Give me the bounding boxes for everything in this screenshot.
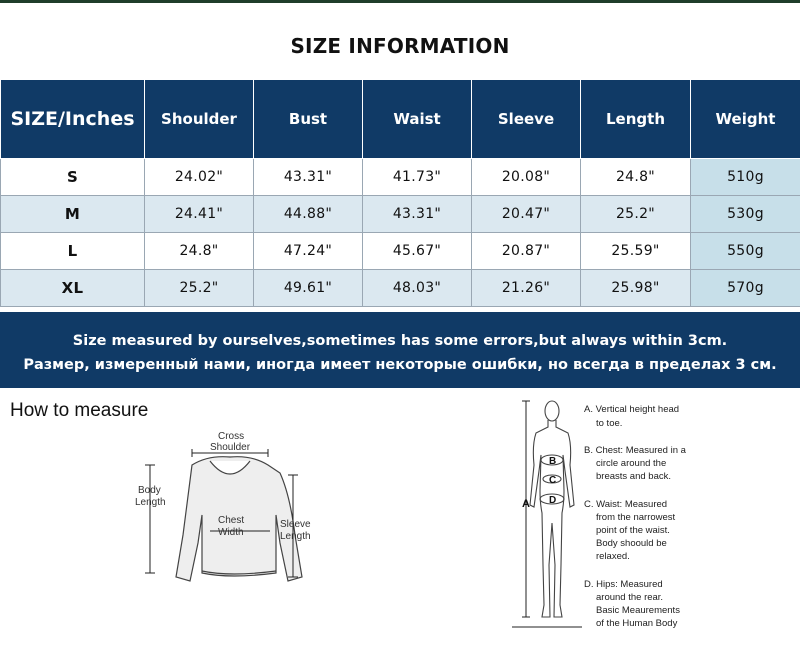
label-chest: Chest [218,515,245,526]
note-d-line2: around the rear. [596,592,664,603]
note-a-line2: to toe. [596,418,623,429]
cell-bust: 47.24" [254,233,363,270]
note-b-line2: circle around the [596,458,667,469]
how-to-measure-heading: How to measure [10,400,149,421]
label-sleeve: Sleeve [280,519,311,530]
cell-waist: 41.73" [363,159,472,196]
cell-waist: 48.03" [363,270,472,307]
cell-sleeve: 20.47" [472,196,581,233]
cell-size: XL [1,270,145,307]
sweater-measure-diagram [130,425,330,595]
top-border [0,0,800,3]
cell-waist: 45.67" [363,233,472,270]
cell-shoulder: 25.2" [145,270,254,307]
cell-length: 25.2" [581,196,691,233]
cell-shoulder: 24.41" [145,196,254,233]
note-footer-line2: of the Human Body [596,618,678,629]
cell-size: M [1,196,145,233]
cell-weight: 570g [691,270,800,307]
cell-weight: 550g [691,233,800,270]
note-b-line3: breasts and back. [596,471,671,482]
cell-bust: 44.88" [254,196,363,233]
note-c-line1: C. Waist: Measured [584,499,668,510]
table-row [1,159,800,196]
table-header-row [1,80,800,159]
human-body-icon [530,401,574,617]
note-c-line3: point of the waist. [596,525,670,536]
cell-sleeve: 20.87" [472,233,581,270]
letter-c: C [549,475,557,486]
label-body: Body [138,485,161,496]
page-title: SIZE INFORMATION [290,34,510,58]
body-measure-diagram [512,395,582,637]
cell-length: 25.59" [581,233,691,270]
header-length: Length [581,80,691,159]
cell-weight: 510g [691,159,800,196]
cell-length: 24.8" [581,159,691,196]
cell-weight: 530g [691,196,800,233]
cell-size: S [1,159,145,196]
note-c-line5: relaxed. [596,551,630,562]
letter-d: D [549,495,557,506]
note-footer-line1: Basic Meaurements [596,605,680,616]
header-shoulder: Shoulder [145,80,254,159]
label-shoulder: Shoulder [210,442,251,453]
header-weight: Weight [691,80,800,159]
size-table [0,79,800,307]
header-sleeve: Sleeve [472,80,581,159]
cell-sleeve: 21.26" [472,270,581,307]
letter-b: B [549,456,557,467]
header-bust: Bust [254,80,363,159]
note-a-line1: A. Vertical height head [584,404,680,415]
cell-size: L [1,233,145,270]
cell-bust: 43.31" [254,159,363,196]
cell-length: 25.98" [581,270,691,307]
cell-shoulder: 24.02" [145,159,254,196]
label-body-length: Length [135,497,166,508]
note-d-line1: D. Hips: Measured [584,579,663,590]
measurement-notice [0,312,800,388]
body-measure-notes [582,400,702,635]
table-row [1,233,800,270]
cell-bust: 49.61" [254,270,363,307]
table-row [1,270,800,307]
note-b-line1: B. Chest: Measured in a [584,445,686,456]
header-waist: Waist [363,80,472,159]
letter-a: A [522,498,530,510]
notice-english: Size measured by ourselves,sometimes has some errors,but always within 3cm. [72,333,728,349]
label-width: Width [218,527,244,538]
notice-russian: Размер, измеренный нами, иногда имеет некоторые ошибки, но всегда в пределах 3 см. [23,357,777,373]
note-c-line4: Body shoould be [596,538,667,549]
header-size: SIZE/Inches [1,80,145,159]
cell-shoulder: 24.8" [145,233,254,270]
cell-sleeve: 20.08" [472,159,581,196]
cell-waist: 43.31" [363,196,472,233]
note-c-line2: from the narrowest [596,512,676,523]
table-row [1,196,800,233]
label-cross: Cross [218,431,245,442]
label-sleeve-length: Length [280,531,311,542]
